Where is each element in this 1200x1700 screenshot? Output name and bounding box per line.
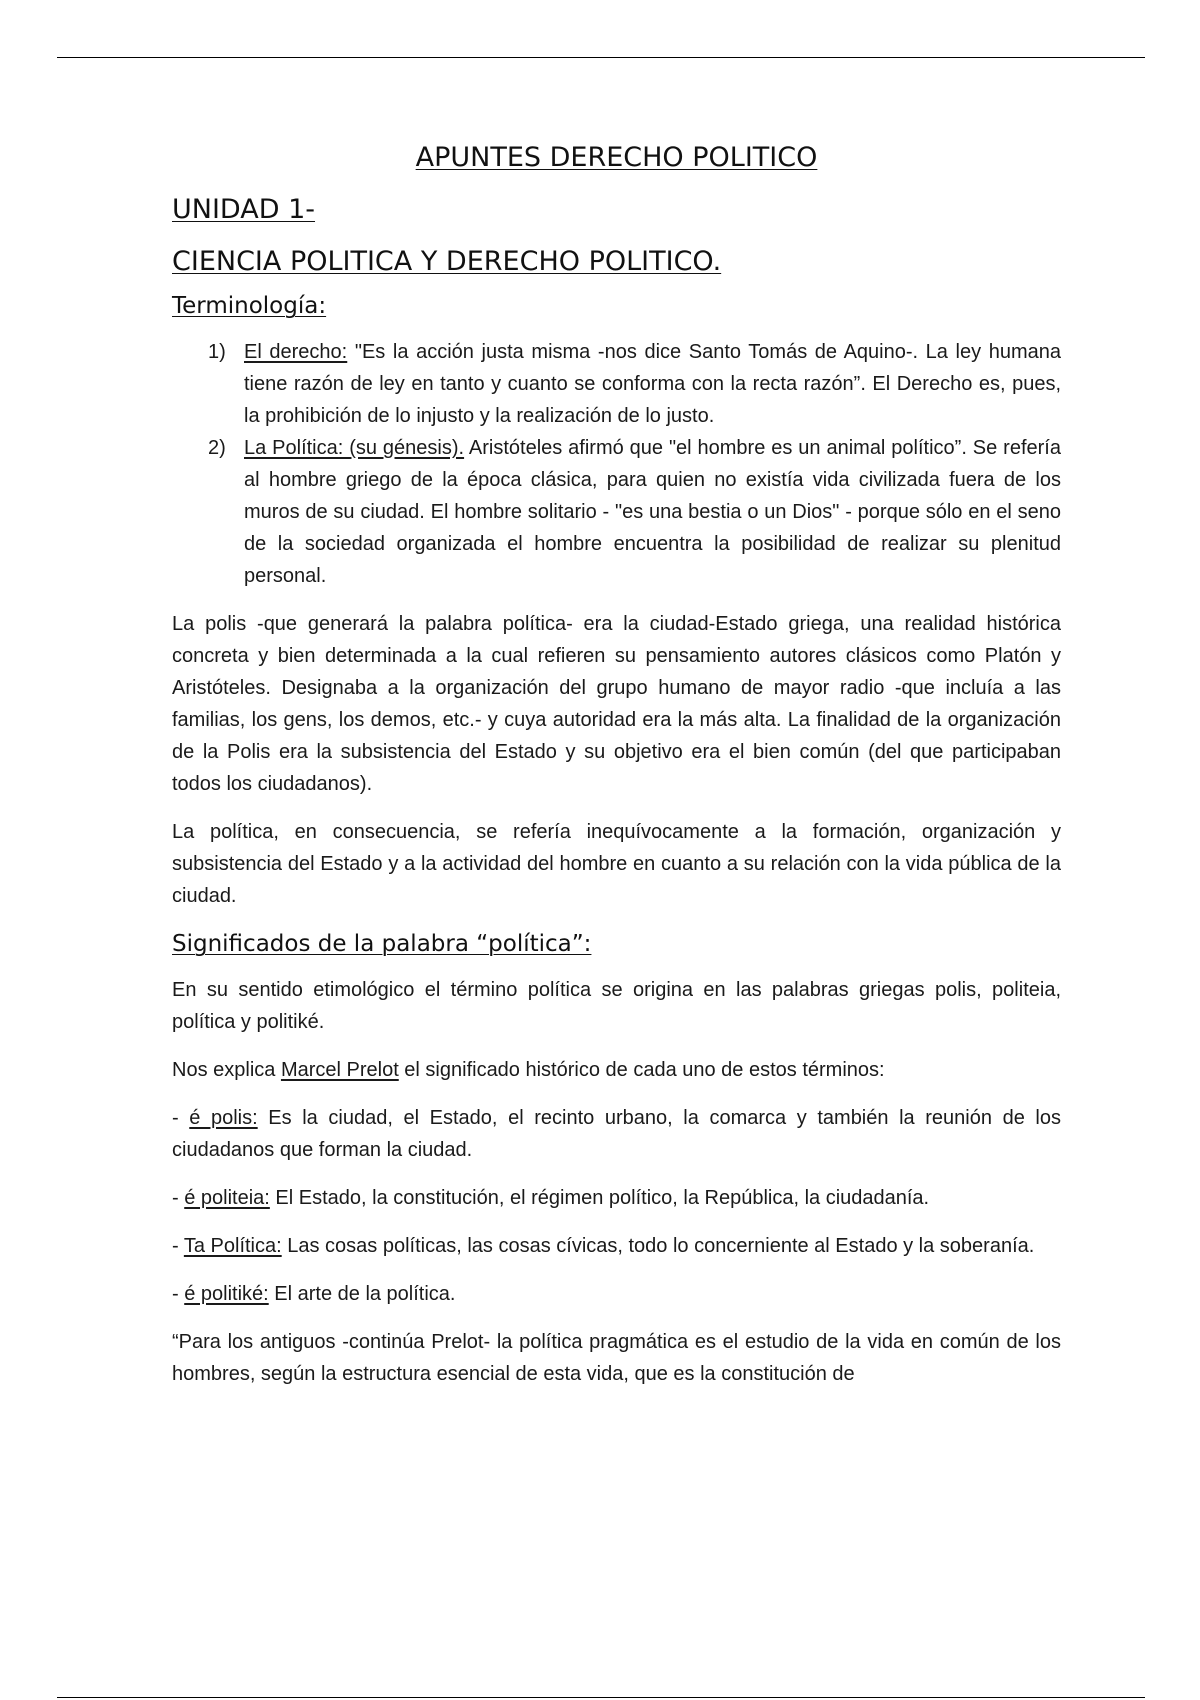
document-body [172, 140, 1061, 1406]
definition-dash: - [172, 1107, 190, 1129]
definition-dash: - [172, 1187, 185, 1209]
paragraph-prelot [172, 1054, 1061, 1086]
definition-term: é politiké: [184, 1283, 269, 1305]
definition-term: é politeia: [184, 1187, 270, 1209]
definition-text: Las cosas políticas, las cosas cívicas, todo lo concerniente al Estado y la soberanía. [281, 1235, 1035, 1257]
document-title: APUNTES DERECHO POLITICO [415, 142, 818, 173]
list-item-term: La Política: (su génesis). [244, 437, 465, 459]
definition-polis [172, 1102, 1061, 1166]
chapter-heading: CIENCIA POLITICA Y DERECHO POLITICO. [172, 246, 722, 277]
list-item-text: Aristóteles afirmó que "el hombre es un animal político”. Se refería al hombre griego de la época clásica, para quien no existía vida civilizada fuera de los muros de su ciudad. El hombre solitario - "es una bestia o un Dios" - porque sólo en el seno de la sociedad organizada el hombre encuentra la posibilidad de realizar su plenitud personal. [244, 437, 1061, 587]
definition-term: é polis: [189, 1107, 258, 1129]
definition-dash: - [172, 1235, 184, 1257]
definition-politeia [172, 1182, 1061, 1214]
list-item [172, 336, 1061, 432]
header-rule [57, 57, 1145, 58]
paragraph-polis: La polis -que generará la palabra política- era la ciudad-Estado griega, una realidad histórica concreta y bien determinada a la cual refieren su pensamiento autores clásicos como Platón y Aristóteles. Designaba a la organización del grupo humano de mayor radio -que incluía a las familias, los gens, los demos, etc.- y cuya autoridad era la más alta. La finalidad de la organización de la Polis era la subsistencia del Estado y su objetivo era el bien común (del que participaban todos los ciudadanos). [172, 613, 1061, 795]
terminology-heading: Terminología: [172, 293, 327, 319]
list-item-number: 2) [208, 437, 226, 459]
prelot-name: Marcel Prelot [280, 1059, 399, 1081]
paragraph-etymology: En su sentido etimológico el término política se origina en las palabras griegas polis, politeia, política y politiké. [172, 979, 1061, 1033]
definition-dash: - [172, 1283, 185, 1305]
list-item-number: 1) [208, 341, 226, 363]
definition-term: Ta Política: [183, 1235, 282, 1257]
list-item [172, 432, 1061, 592]
meanings-heading: Significados de la palabra “política”: [172, 931, 592, 957]
definition-politike [172, 1278, 1061, 1310]
prelot-before: Nos explica [172, 1059, 281, 1081]
paragraph-closing: “Para los antiguos -continúa Prelot- la política pragmática es el estudio de la vida en común de los hombres, según la estructura esencial de esta vida, que es la constitución de [172, 1331, 1061, 1385]
list-item-text: "Es la acción justa misma -nos dice Santo Tomás de Aquino-. La ley humana tiene razón de ley en tanto y cuanto se conforma con la recta razón”. El Derecho es, pues, la prohibición de lo injusto y la realización de lo justo. [244, 341, 1062, 427]
definition-text: El Estado, la constitución, el régimen político, la República, la ciudadanía. [269, 1187, 930, 1209]
definition-ta-politica [172, 1230, 1061, 1262]
footer-rule [57, 1697, 1145, 1698]
terminology-list [172, 336, 1061, 592]
definition-text: Es la ciudad, el Estado, el recinto urbano, la comarca y también la reunión de los ciudadanos que forman la ciudad. [172, 1107, 1061, 1161]
paragraph-politica: La política, en consecuencia, se refería inequívocamente a la formación, organización y subsistencia del Estado y a la actividad del hombre en cuanto a su relación con la vida pública de la ciudad. [172, 821, 1061, 907]
list-item-term: El derecho: [244, 341, 348, 363]
definition-text: El arte de la política. [268, 1283, 456, 1305]
prelot-after: el significado histórico de cada uno de estos términos: [398, 1059, 885, 1081]
unit-heading: UNIDAD 1- [172, 194, 316, 225]
